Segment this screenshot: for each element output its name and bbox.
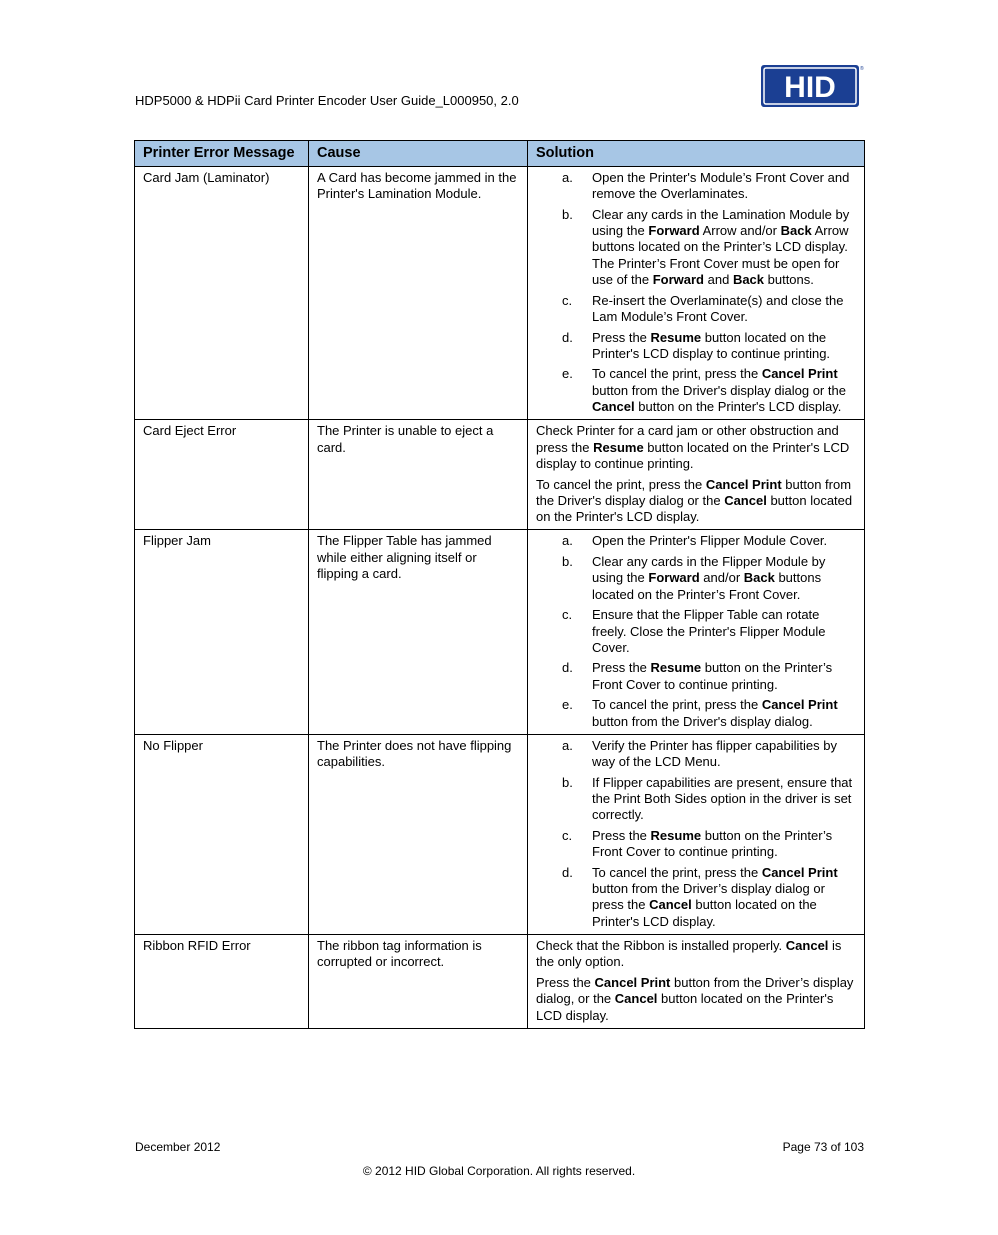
cause-cell: The Flipper Table has jammed while either aligning itself or flipping a card.: [309, 530, 528, 734]
step-marker: d.: [562, 864, 573, 880]
text-run: buttons.: [764, 272, 814, 288]
solution-step: [536, 170, 856, 203]
solution-step: [536, 554, 856, 603]
bold-text: Resume: [650, 329, 702, 345]
step-marker: a.: [562, 170, 573, 185]
bold-text: Cancel: [614, 991, 658, 1007]
bold-text: Cancel Print: [761, 366, 838, 382]
text-run: button from the Driver’s display dialog or press the: [592, 881, 825, 913]
text-run: buttons located on the Printer’s Front Cover.: [592, 570, 822, 602]
text-run: Ensure that the Flipper Table can rotate freely. Close the Printer's Flipper Module Cover.: [592, 607, 826, 655]
text-run: button located on the Printer's LCD display.: [536, 991, 834, 1023]
column-header-cause: Cause: [309, 141, 528, 167]
solution-step: [536, 660, 856, 693]
text-run: Clear any cards in the Lamination Module by using the: [592, 206, 850, 239]
bold-text: Forward: [648, 570, 700, 586]
text-run: button on the Printer’s Front Cover to continue printing.: [592, 827, 833, 860]
step-marker: e.: [562, 697, 573, 713]
text-run: button from the Driver's display dialog.: [592, 713, 813, 729]
table-row: [135, 935, 865, 1029]
step-marker: c.: [562, 607, 573, 623]
bold-text: Back: [743, 570, 775, 586]
text-run: Check that the Ribbon is installed properly.: [536, 938, 786, 954]
bold-text: Back: [780, 223, 812, 239]
footer-copyright: © 2012 HID Global Corporation. All rights reserved.: [362, 1164, 636, 1178]
solution-cell: [528, 420, 865, 530]
column-header-error: Printer Error Message: [135, 141, 309, 167]
solution-step: [536, 738, 856, 771]
error-message-cell: No Flipper: [135, 734, 309, 934]
text-run: To cancel the print, press the: [592, 864, 762, 880]
footer-date: December 2012: [135, 1140, 221, 1154]
solution-step: [536, 775, 856, 824]
footer-page-number: Page 73 of 103: [782, 1140, 864, 1154]
text-run: To cancel the print, press the: [536, 476, 706, 492]
text-run: Open the Printer's Flipper Module Cover.: [592, 533, 828, 549]
bold-text: Cancel Print: [761, 864, 838, 880]
cause-cell: A Card has become jammed in the Printer's Lamination Module.: [309, 167, 528, 420]
text-run: Press the: [592, 827, 651, 843]
text-run: To cancel the print, press the: [592, 366, 762, 382]
hid-logo: [761, 65, 864, 107]
cause-cell: The Printer does not have flipping capabilities.: [309, 734, 528, 934]
step-marker: e.: [562, 366, 573, 382]
table-row: [135, 167, 865, 420]
step-marker: c.: [562, 827, 573, 843]
solution-cell: [528, 167, 865, 420]
bold-text: Resume: [650, 827, 702, 843]
text-run: button from the Driver’s display dialog, or the: [536, 974, 854, 1007]
solution-steps: [536, 170, 856, 415]
step-marker: d.: [562, 329, 573, 345]
text-run: Check Printer for a card jam or other obstruction and press the: [536, 423, 839, 455]
step-marker: b.: [562, 206, 573, 222]
bold-text: Cancel Print: [761, 697, 838, 713]
table-header-row: [135, 141, 865, 167]
text-run: Clear any cards in the Flipper Module by using the: [592, 554, 826, 586]
text-run: button located on the Printer's LCD display.: [536, 492, 853, 525]
step-marker: d.: [562, 660, 573, 676]
text-run: button located on the Printer's LCD display.: [592, 897, 817, 929]
text-run: Verify the Printer has flipper capabilities by way of the LCD Menu.: [592, 737, 837, 770]
bold-text: Cancel: [592, 399, 635, 415]
solution-steps: [536, 533, 856, 729]
logo-text: HID: [784, 71, 836, 104]
text-run: Press the: [592, 660, 651, 676]
bold-text: Cancel Print: [594, 974, 671, 990]
text-run: Press the: [592, 329, 651, 345]
bold-text: Forward: [652, 272, 705, 288]
solution-step: [536, 865, 856, 930]
table-row: [135, 734, 865, 934]
step-marker: a.: [562, 737, 573, 753]
bold-text: Cancel Print: [705, 476, 782, 492]
text-run: button from the Driver's display dialog or the: [592, 382, 846, 398]
text-run: Arrow and/or: [699, 223, 781, 239]
printer-error-table: [134, 140, 865, 1029]
solution-paragraph: [536, 423, 856, 472]
solution-step: [536, 828, 856, 861]
solution-steps: [536, 738, 856, 930]
solution-paragraph: [536, 477, 856, 526]
text-run: and/or: [699, 570, 744, 586]
text-run: and: [704, 272, 733, 288]
bold-text: Cancel: [785, 938, 829, 954]
solution-step: [536, 293, 856, 326]
solution-paragraph: [536, 938, 856, 971]
solution-step: [536, 207, 856, 288]
text-run: is the only option.: [536, 938, 842, 970]
bold-text: Resume: [593, 439, 644, 455]
svg-text:®: ®: [860, 66, 864, 72]
solution-step: [536, 330, 856, 363]
step-marker: a.: [562, 533, 573, 549]
error-message-cell: Flipper Jam: [135, 530, 309, 734]
bold-text: Resume: [650, 660, 702, 676]
solution-cell: [528, 734, 865, 934]
solution-step: [536, 366, 856, 415]
error-message-cell: Ribbon RFID Error: [135, 935, 309, 1029]
bold-text: Cancel: [649, 897, 692, 913]
cause-cell: The ribbon tag information is corrupted or incorrect.: [309, 935, 528, 1029]
text-run: To cancel the print, press the: [592, 697, 762, 713]
solution-step: [536, 697, 856, 730]
document-title: HDP5000 & HDPii Card Printer Encoder User Guide_L000950, 2.0: [135, 93, 519, 108]
step-marker: b.: [562, 774, 573, 790]
solution-step: [536, 607, 856, 656]
text-run: button located on the Printer's LCD display to continue printing.: [592, 329, 831, 361]
error-message-cell: Card Jam (Laminator): [135, 167, 309, 420]
text-run: If Flipper capabilities are present, ensure that the Print Both Sides option in the driver is set correctly.: [592, 774, 853, 823]
solution-cell: [528, 530, 865, 734]
text-run: button from the Driver's display dialog or the: [536, 476, 852, 508]
step-marker: b.: [562, 554, 573, 570]
bold-text: Forward: [648, 223, 700, 239]
text-run: Press the: [536, 974, 595, 990]
cause-cell: The Printer is unable to eject a card.: [309, 420, 528, 530]
column-header-solution: Solution: [528, 141, 865, 167]
error-message-cell: Card Eject Error: [135, 420, 309, 530]
bold-text: Cancel: [724, 492, 767, 508]
text-run: Arrow buttons located on the Printer’s LCD display. The Printer’s Front Cover must be open for use of the: [592, 223, 849, 288]
solution-step: [536, 533, 856, 549]
text-run: Re-insert the Overlaminate(s) and close the Lam Module’s Front Cover.: [592, 292, 844, 324]
solution-paragraph: [536, 975, 856, 1024]
text-run: button on the Printer's LCD display.: [634, 399, 842, 415]
step-marker: c.: [562, 292, 573, 308]
text-run: button on the Printer’s Front Cover to continue printing.: [592, 660, 833, 692]
bold-text: Back: [732, 272, 765, 288]
table-row: [135, 530, 865, 734]
solution-cell: [528, 935, 865, 1029]
table-row: [135, 420, 865, 530]
text-run: Open the Printer's Module’s Front Cover and remove the Overlaminates.: [592, 170, 850, 202]
text-run: button located on the Printer's LCD display to continue printing.: [536, 439, 850, 471]
